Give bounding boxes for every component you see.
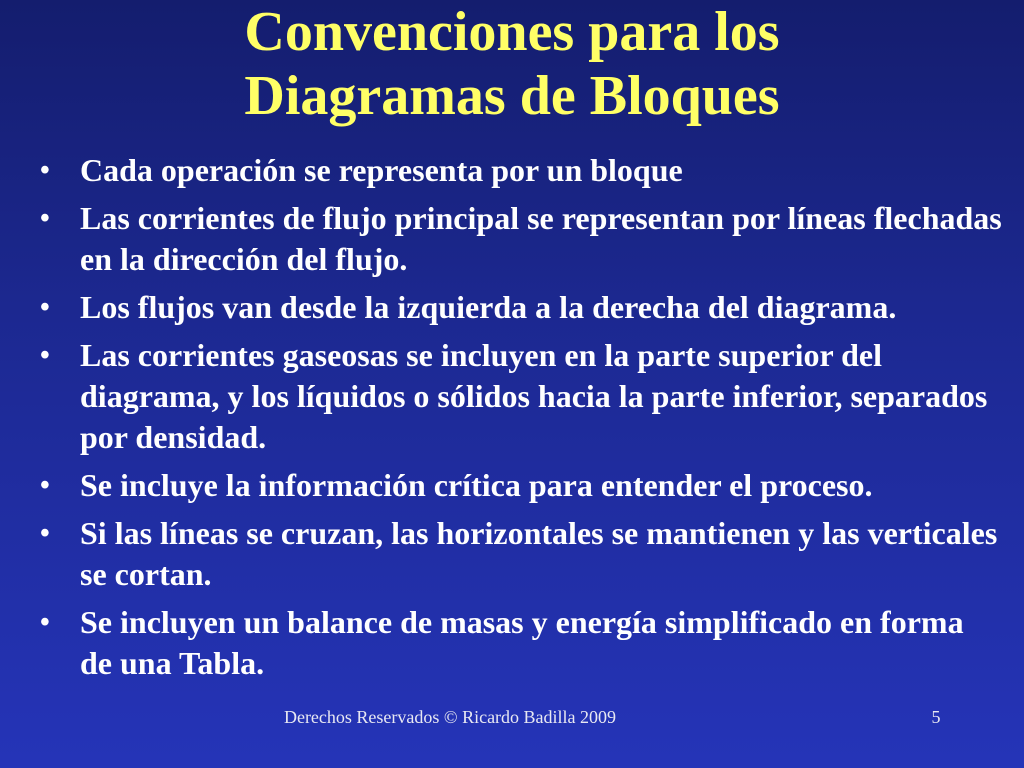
bullet-item [38,287,1003,328]
bullet-item [38,602,1003,684]
bullet-dot-icon: • [40,340,50,371]
bullet-item [38,513,1003,595]
bullet-dot-icon: • [40,607,50,638]
bullet-text: Las corrientes gaseosas se incluyen en la parte superior del diagrama, y los líquidos o sólidos hacia la parte inferior, separados por densidad. [80,337,988,455]
bullet-text: Los flujos van desde la izquierda a la derecha del diagrama. [80,289,897,325]
bullet-dot-icon: • [40,155,50,186]
title-line-2: Diagramas de Bloques [244,65,780,127]
bullet-list [38,150,1003,691]
bullet-item [38,150,1003,191]
bullet-dot-icon: • [40,518,50,549]
bullet-text: Se incluyen un balance de masas y energía simplificado en forma de una Tabla. [80,604,964,681]
bullet-dot-icon: • [40,470,50,501]
slide-title [0,0,1024,128]
bullet-dot-icon: • [40,292,50,323]
bullet-dot-icon: • [40,203,50,234]
bullet-item [38,335,1003,458]
bullet-text: Cada operación se representa por un bloque [80,152,683,188]
bullet-item [38,465,1003,506]
slide-footer: Derechos Reservados © Ricardo Badilla 2009 [283,707,617,727]
title-line-1: Convenciones para los [244,1,780,63]
bullet-text: Se incluye la información crítica para entender el proceso. [80,467,873,503]
bullet-item [38,198,1003,280]
bullet-text: Las corrientes de flujo principal se representan por líneas flechadas en la dirección del flujo. [80,200,1002,277]
bullet-text: Si las líneas se cruzan, las horizontales se mantienen y las verticales se cortan. [80,515,998,592]
page-number: 5 [931,707,941,727]
